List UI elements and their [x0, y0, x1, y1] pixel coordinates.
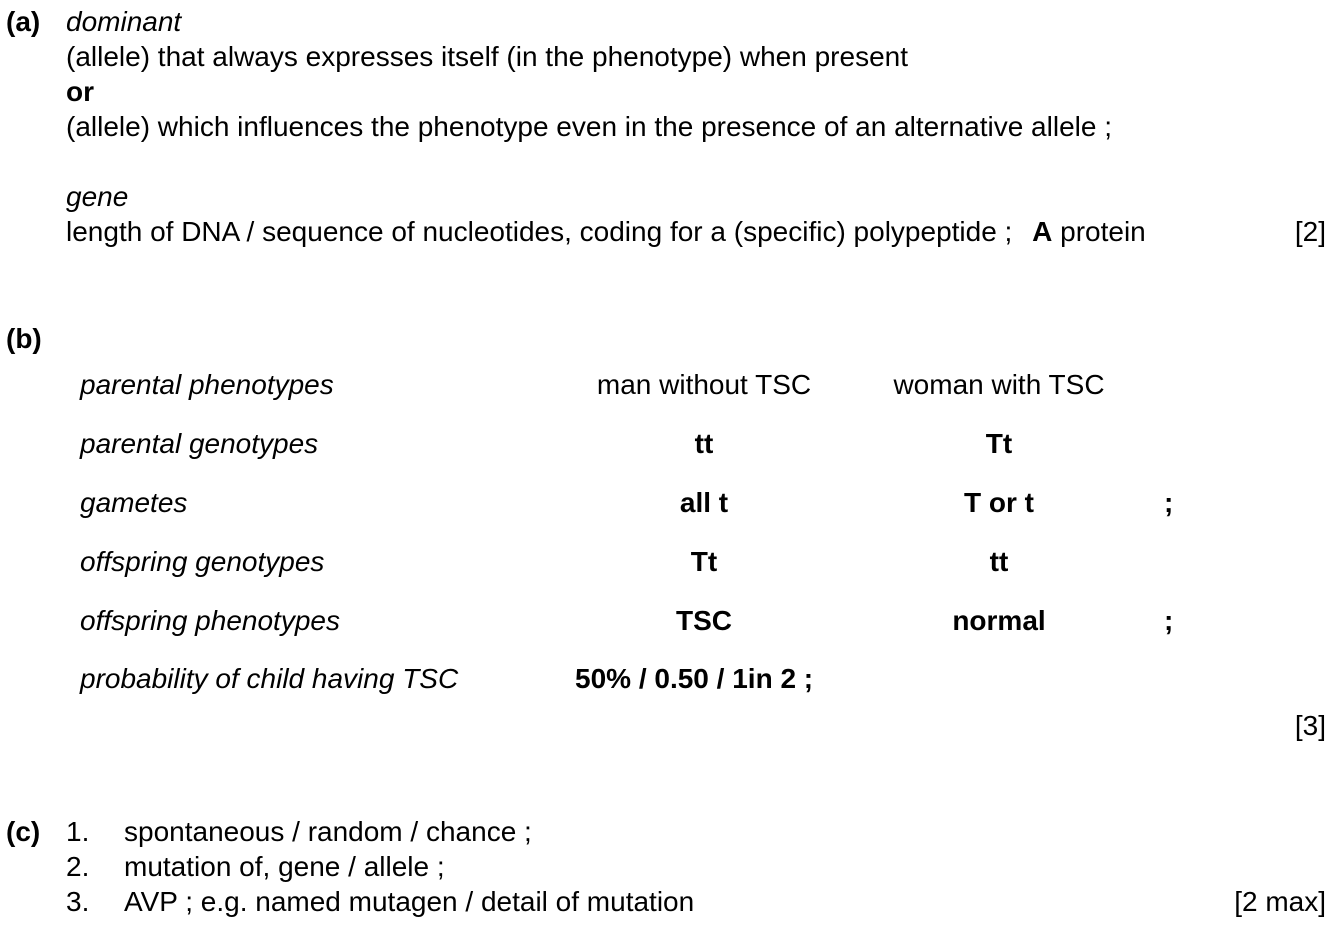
list-item-number: 1. — [66, 816, 90, 847]
row-col1: TSC — [676, 605, 732, 636]
list-item-text: mutation of, gene / allele ; — [124, 851, 445, 882]
row-col1: all t — [679, 487, 729, 518]
row-col2: woman with TSC — [893, 369, 1105, 400]
row-col2: normal — [952, 605, 1046, 636]
row-col1: tt — [694, 428, 714, 459]
row-label: offspring phenotypes — [80, 605, 340, 636]
mark-point: ; — [1164, 487, 1174, 518]
dominant-definition-1: (allele) that always expresses itself (in the phenotype) when present — [66, 41, 908, 72]
part-a-label: (a) — [6, 6, 41, 37]
probability-label: probability of child having TSC — [80, 663, 459, 694]
gene-definition — [66, 218, 1146, 246]
or-connector: or — [66, 76, 94, 107]
accept-text: protein — [1060, 216, 1146, 247]
dominant-definition-2: (allele) which influences the phenotype even in the presence of an alternative allele ; — [66, 111, 1112, 142]
part-c-marks: [2 max] — [1234, 886, 1326, 917]
row-label: offspring genotypes — [80, 546, 325, 577]
row-label: parental phenotypes — [80, 369, 334, 400]
row-col2: T or t — [964, 487, 1034, 518]
part-c-label: (c) — [6, 816, 41, 847]
row-col1: man without TSC — [596, 369, 812, 400]
term-gene: gene — [66, 181, 129, 212]
row-col2: Tt — [985, 428, 1013, 459]
part-b-marks: [3] — [1294, 710, 1326, 741]
row-col2: tt — [989, 546, 1009, 577]
accept-marker: A — [1032, 216, 1053, 247]
list-item-text: AVP ; e.g. named mutagen / detail of mutation — [124, 886, 695, 917]
list-item-number: 2. — [66, 851, 90, 882]
row-label: parental genotypes — [80, 428, 319, 459]
row-label: gametes — [80, 487, 188, 518]
part-b-label: (b) — [6, 323, 42, 354]
mark-point: ; — [1164, 605, 1174, 636]
term-dominant: dominant — [66, 6, 182, 37]
list-item-number: 3. — [66, 886, 90, 917]
probability-value: 50% / 0.50 / 1in 2 ; — [575, 663, 814, 694]
row-col1: Tt — [690, 546, 718, 577]
part-a-marks: [2] — [1294, 216, 1326, 247]
gene-definition-main: length of DNA / sequence of nucleotides, coding for a (specific) polypeptide ; — [66, 216, 1013, 247]
list-item-text: spontaneous / random / chance ; — [124, 816, 532, 847]
